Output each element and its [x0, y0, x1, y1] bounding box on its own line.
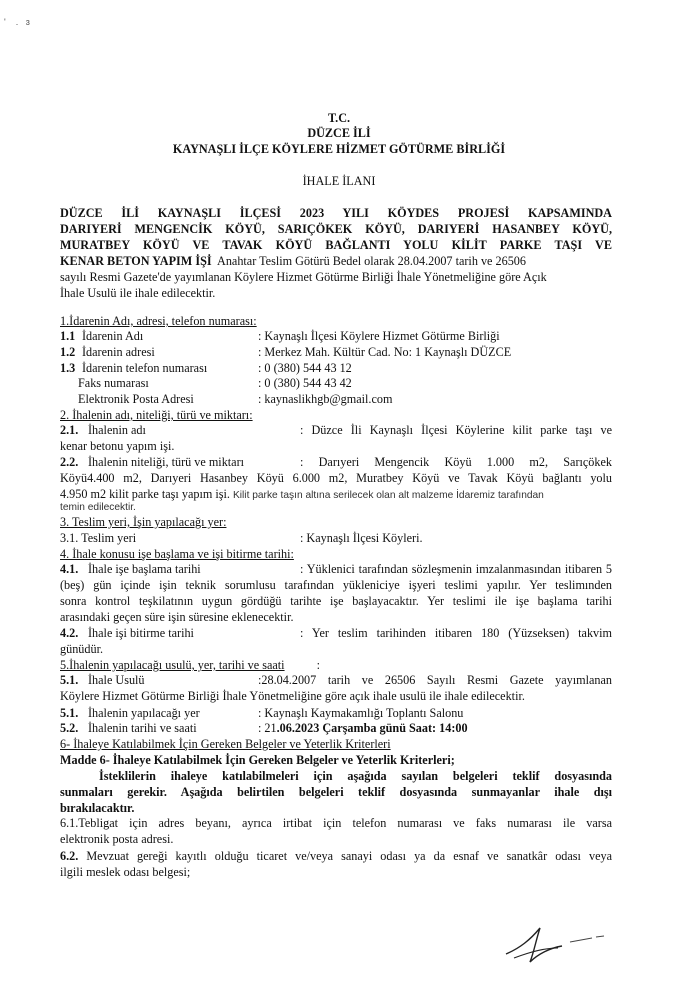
s1-row-num: 1.1 [60, 329, 76, 343]
s1-row-label: Faks numarası [78, 376, 149, 390]
s5-r1-value: :28.04.2007 tarih ve 26506 Sayılı Resmi Gazete yayımlanan [258, 673, 612, 687]
s4-r2-label: İhale işi bitirme tarihi [88, 626, 194, 640]
s1-row-label: İdarenin adresi [82, 345, 155, 359]
s5-r3-num: 5.2. [60, 721, 79, 735]
intro-title-l3: MURATBEY KÖYÜ VE TAVAK KÖYÜ BAĞLANTI YOLU KİLİT PARKE TAŞI VE [60, 238, 612, 252]
intro-title-l2: DARIYERİ MENGENCİK KÖYÜ, SARIÇÖKEK KÖYÜ, DARIYERİ HASANBEY KÖYÜ, [60, 222, 612, 236]
s5-r2-num: 5.1. [60, 706, 79, 720]
s1-row-num: 1.2 [60, 345, 76, 359]
s5-r3-value [258, 720, 468, 736]
s4-r1-l4: arasındaki geçen süre işin süresine eklenecektir. [60, 610, 294, 624]
s6-p62-text: Mevzuat gereği kayıtlı olduğu ticaret ve/veya sanayi odası ya da esnaf ve sanatkâr odası veya [86, 849, 612, 863]
s2-r2-num: 2.2. [60, 455, 79, 469]
s5-heading: 5.İhalenin yapılacağı usulü, yer, tarihi ve saati [60, 658, 285, 672]
s6-madde: Madde 6- İhaleye Katılabilmek İçin Gereken Belgeler ve Yeterlik Kriterleri; [60, 753, 455, 767]
s2-r2-l3-text: 4.950 m2 kilit parke taşı yapım işi. [60, 487, 230, 501]
s6-bold-l3: bırakılacaktır. [60, 801, 135, 815]
s1-row-value: : Kaynaşlı İlçesi Köylere Hizmet Götürme Birliği [258, 329, 500, 343]
s1-row-value: : Merkez Mah. Kültür Cad. No: 1 Kaynaşlı DÜZCE [258, 345, 512, 359]
s4-r1-label: İhale işe başlama tarihi [88, 562, 201, 576]
s4-r1-l3: sonra kontrol teşkilatının uygun gördüğü tarihte işe başlayacaktır. Yer teslimi ile işe başlama tarihi [60, 594, 612, 608]
s2-r1-cont: kenar betonu yapım işi. [60, 439, 175, 453]
s2-r2-label: İhalenin niteliği, türü ve miktarı [88, 455, 245, 469]
s6-p62-num: 6.2. [60, 849, 79, 863]
s3-value: : Kaynaşlı İlçesi Köyleri. [300, 531, 423, 545]
s5-r3-value-pre: : 21 [258, 721, 277, 735]
s6-heading: 6- İhaleye Katılabilmek İçin Gereken Belgeler ve Yeterlik Kriterleri [60, 737, 391, 751]
s5-r1-l2: Köylere Hizmet Götürme Birliği İhale Yönetmeliğine göre açık ihale usulü ile ihale edilecektir. [60, 689, 525, 703]
doc-type: İHALE İLANI [302, 174, 376, 188]
s4-r1-value: : Yüklenici tarafından sözleşmenin imzalanmasından itibaren 5 [300, 562, 612, 576]
s6-bold-l2: sunmaları gerekir. Aşağıda belirtilen belgeleri teklif dosyasında sunmayanlar ihale dışı [60, 785, 612, 799]
s6-bold-l1: İsteklilerin ihaleye katılabilmeleri için aşağıda sayılan belgeleri teklif dosyasında [99, 769, 612, 783]
s4-heading: 4. İhale konusu işe başlama ve işi bitirme tarihi: [60, 547, 294, 561]
s3-heading: 3. Teslim yeri, İşin yapılacağı yer: [60, 515, 227, 529]
s4-r2-value: : Yer teslim tarihinden itibaren 180 (Yüzseksen) takvim [300, 626, 612, 640]
s5-r2-value: : Kaynaşlı Kaymakamlığı Toplantı Salonu [258, 706, 464, 720]
s1-row-value: : kaynaslikhgb@gmail.com [258, 392, 393, 406]
s5-heading-colon: : [316, 658, 320, 672]
s5-r2-label: İhalenin yapılacağı yer [88, 706, 200, 720]
s1-row-value: : 0 (380) 544 43 42 [258, 376, 352, 390]
s4-r1-l2: (beş) gün içinde işin teknik sorumlusu tarafından yükleniciye işyeri teslimi yapılır. Yer teslimınden [60, 578, 612, 592]
s4-r1-num: 4.1. [60, 562, 79, 576]
s2-r2-l2: Köyü4.400 m2, Darıyeri Hasanbey Köyü 6.000 m2, Muratbey Köyü ve Tavak Köyü bağlantı yolu [60, 471, 612, 485]
s5-r3-label: İhalenin tarihi ve saati [88, 721, 197, 735]
s5-r1-num: 5.1. [60, 673, 79, 687]
s2-r2-note: Kilit parke taşın altına serilecek olan alt malzeme İdaremiz tarafından [232, 490, 544, 501]
s1-heading: 1.İdarenin Adı, adresi, telefon numarası: [60, 314, 257, 328]
s2-r1-label: İhalenin adı [88, 423, 146, 437]
s1-row-value: : 0 (380) 544 43 12 [258, 361, 352, 375]
header-union: KAYNAŞLI İLÇE KÖYLERE HİZMET GÖTÜRME BİRLİĞİ [172, 142, 506, 156]
s5-r3-value-bold: .06.2023 Çarşamba günü Saat: 14:00 [276, 721, 468, 735]
intro-title-bold: KENAR BETON YAPIM İŞİ [60, 254, 212, 268]
s6-p61-num: 6.1. [60, 816, 79, 830]
s6-p62-l1 [60, 848, 612, 864]
s6-p61-l2: elektronik posta adresi. [60, 832, 174, 846]
intro-l5: sayılı Resmi Gazete'de yayımlanan Köylere Hizmet Götürme Birliği İhale Yönetmeliğine göre Açık [60, 270, 547, 284]
s6-p61-l1 [60, 815, 612, 831]
s2-heading: 2. İhalenin adı, niteliği, türü ve miktarı: [60, 408, 253, 422]
s2-r1-num: 2.1. [60, 423, 79, 437]
scan-mark: ' . ɜ [4, 17, 30, 27]
header-tc: T.C. [327, 111, 351, 125]
s6-p61-text: Tebligat için adres beyanı, ayrıca irtibat için telefon numarası ve faks numarası ile varsa [78, 816, 612, 830]
s1-row-label: İdarenin Adı [82, 329, 144, 343]
intro-l6: İhale Usulü ile ihale edilecektir. [60, 286, 216, 300]
s2-r2-value: : Darıyeri Mengencik Köyü 1.000 m2, Sarıçökek [300, 455, 612, 469]
s4-r2-num: 4.2. [60, 626, 79, 640]
s5-r1-label: İhale Usulü [88, 673, 145, 687]
s1-row-label: İdarenin telefon numarası [82, 361, 208, 375]
s5-heading-wrap [60, 657, 320, 673]
s2-r1-value: : Düzce İli Kaynaşlı İlçesi Köylerine kilit parke taşı ve [300, 423, 612, 437]
s1-row-label: Elektronik Posta Adresi [78, 392, 194, 406]
header-province: DÜZCE İLİ [307, 126, 371, 140]
s1-row-num: 1.3 [60, 361, 76, 375]
intro-title-l4 [60, 253, 612, 269]
intro-title-l1: DÜZCE İLİ KAYNAŞLI İLÇESİ 2023 YILI KÖYDES PROJESİ KAPSAMINDA [60, 206, 612, 220]
s6-p62-l2: ilgili meslek odası belgesi; [60, 865, 191, 879]
s4-r2-l2: günüdür. [60, 642, 103, 656]
s2-r2-note2: temin edilecektir. [60, 502, 136, 513]
intro-title-rest: Anahtar Teslim Götürü Bedel olarak 28.04.2007 tarih ve 26506 [217, 254, 526, 268]
signature [500, 918, 610, 968]
s3-label: 3.1. Teslim yeri [60, 531, 137, 545]
